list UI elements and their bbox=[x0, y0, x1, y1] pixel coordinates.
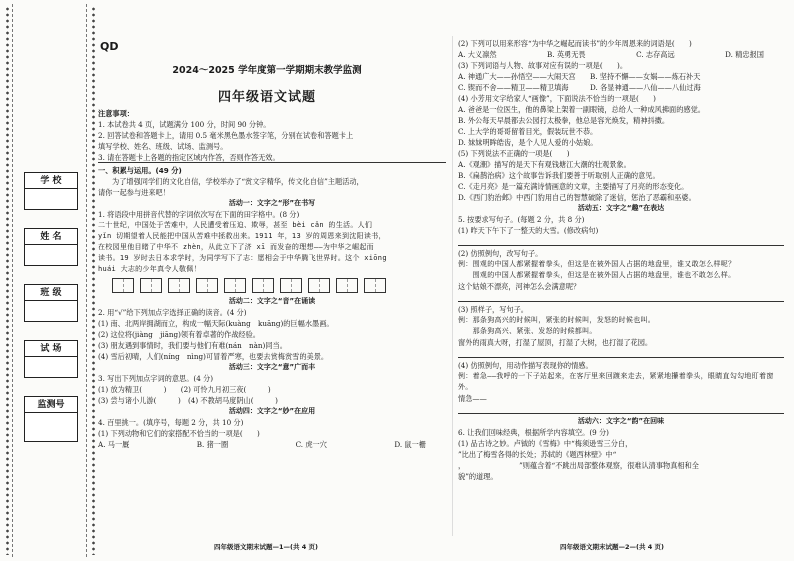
passage-line: 二十世纪，中国处于苦难中，人民遭受着压迫、欺辱，甚至 bèi cǎn 的生活。人们 bbox=[98, 221, 373, 229]
q4-5: (5) 下列说法不正确的一项是( ) bbox=[458, 149, 570, 158]
q4-4-option[interactable]: B. 外公每天早晨都去公园打太极拳，他总是容光焕发，精神抖擞。 bbox=[458, 116, 670, 125]
grid-cell[interactable] bbox=[224, 278, 246, 293]
activity-heading: 活动一：文字之“形”在书写 bbox=[228, 199, 316, 207]
exam-id-field[interactable] bbox=[24, 396, 78, 442]
option-d[interactable]: D. 鼠一栅 bbox=[394, 440, 426, 449]
answer-line[interactable] bbox=[458, 292, 784, 302]
binding-cut-line-inner bbox=[86, 4, 87, 557]
binding-dots-right bbox=[90, 6, 97, 555]
note-item: 1. 本试卷共 4 页，试题满分 100 分，时间 90 分钟。 bbox=[98, 120, 271, 129]
q5-4: (4) 仿照例句，用动作描写表现你的情感。 bbox=[458, 361, 593, 370]
option-d[interactable]: D. 精忠报国 bbox=[725, 50, 764, 59]
name-box[interactable] bbox=[24, 244, 78, 266]
grid-cell[interactable] bbox=[196, 278, 218, 293]
q4-2: (2) 下列可以用来形容“为中华之崛起而读书”的少年周恩来的词语是( ) bbox=[458, 39, 692, 48]
note-item: 3. 请在答题卡上各题的指定区域内作答，否则作答无效。 bbox=[98, 153, 280, 162]
q3-item: (1) 放为精卫( ) (2) 可怜九月初三夜( ) bbox=[98, 385, 271, 394]
exam-id-box[interactable] bbox=[24, 412, 78, 442]
q4-options bbox=[98, 439, 446, 450]
school-field[interactable] bbox=[24, 172, 78, 210]
grid-cell[interactable] bbox=[364, 278, 386, 293]
q4-4-option[interactable]: A. 爸爸是一位医生，他的鼻梁上架着一副眼镜，总给人一种成风拂面的感觉。 bbox=[458, 105, 705, 114]
activity-heading: 活动二：文字之“音”在诵读 bbox=[228, 297, 316, 305]
q4-3-option[interactable]: A. 神通广大——孙悟空——大闹天宫 B. 坚持不懈——女娲——炼石补天 bbox=[458, 72, 701, 81]
grid-cell[interactable] bbox=[280, 278, 302, 293]
grid-cell[interactable] bbox=[336, 278, 358, 293]
class-box[interactable] bbox=[24, 300, 78, 322]
q4-3: (3) 下列词语与人物、故事对应有误的一项是( )。 bbox=[458, 61, 628, 70]
q6-line: ”比出了梅雪各得的长处；苏轼的《题西林壁》中“ bbox=[458, 450, 617, 459]
option-b[interactable]: B. 英勇无畏 bbox=[547, 50, 586, 59]
q5-2: (2) 仿照例句，改写句子。 bbox=[458, 249, 543, 258]
q3-item: (3) 尝与诸小儿游( ) (4) 不教胡马度阴山( ) bbox=[98, 396, 278, 405]
exam-title: 2024～2025 学年度第一学期期末教学监测 bbox=[172, 65, 362, 76]
question-3: 3. 写出下列加点字词的意思。(4 分) bbox=[98, 374, 214, 383]
example-line: 情急—— bbox=[458, 394, 487, 403]
school-label: 学 校 bbox=[24, 172, 78, 188]
column-divider bbox=[452, 36, 453, 536]
option-a[interactable]: A. 大义凛然 bbox=[458, 50, 497, 59]
passage-line: huái 大志的少年真令人敬佩！ bbox=[98, 265, 201, 273]
question-5: 5. 按要求写句子。(每题 2 分，共 8 分) bbox=[458, 215, 585, 224]
paper-title: 四年级语文试题 bbox=[217, 90, 316, 105]
q4-3-option[interactable]: C. 锲而不舍——精卫——精卫填海 D. 各显神通——八仙——八仙过海 bbox=[458, 83, 701, 92]
binding-dots-left bbox=[4, 6, 11, 555]
grid-cell[interactable] bbox=[112, 278, 134, 293]
q5-3: (3) 照样子，写句子。 bbox=[458, 305, 528, 314]
q4-2-options bbox=[458, 49, 784, 60]
grid-cell[interactable] bbox=[140, 278, 162, 293]
answer-line[interactable] bbox=[458, 348, 784, 358]
q4-4: (4) 小芳用文字给家人“画像”，下面说法不恰当的一项是( ) bbox=[458, 94, 656, 103]
option-b[interactable]: B. 猪一圈 bbox=[196, 440, 229, 449]
q6-line: 貌”的道理。 bbox=[458, 472, 498, 481]
passage-line: 在校园里他目睹了中华不 zhèn，从此立下了济 xī 而发奋的理想——为中华之崛起而 bbox=[98, 243, 374, 251]
page-footer-left: 四年级语文期末试题—1—(共 4 页) bbox=[214, 543, 319, 551]
room-label: 试 场 bbox=[24, 340, 78, 356]
example-line: 那条狗高兴、紧张、发怒的时候都叫。 bbox=[458, 327, 597, 335]
q4-4-option[interactable]: C. 上大学的哥哥留着目光，假装玩世不恭。 bbox=[458, 127, 598, 136]
school-box[interactable] bbox=[24, 188, 78, 210]
q4-sub: (1) 下列动物和它们的家搭配不恰当的一项是( ) bbox=[98, 429, 260, 438]
grid-cell[interactable] bbox=[308, 278, 330, 293]
q6-line: (1) 品古诗之妙。卢钺的《雪梅》中“梅须逊雪三分白， bbox=[458, 439, 633, 448]
notes-section bbox=[98, 108, 442, 163]
example-line: 例：着急——我呼的一下子站起来，在客厅里来回踱来走去，紧紧地攥着拳头，眼睛直勾勾地盯着窗外。 bbox=[458, 372, 774, 391]
q2-item: (3) 朋友遇到事情时，我们要与他们有难(nán nàn)同当。 bbox=[98, 341, 287, 350]
q2-item: (1) 南、北两岸拥湖而立，构成一幅天际(kuàng kuāng)的巨幅水墨画。 bbox=[98, 319, 334, 328]
name-label: 姓 名 bbox=[24, 228, 78, 244]
notes-heading: 注意事项： bbox=[98, 109, 134, 118]
example-line: 例：围观的中国人都紧握着拳头，但这是在被外国人占据的地盘里，谁又敢怎么样呢？ bbox=[458, 260, 736, 268]
passage-line: yǐn 切期望着人民能把中国从苦难中拯救出来。1911 年，13 岁的周恩来到沈阳读书， bbox=[98, 232, 386, 240]
binding-cut-line bbox=[12, 4, 13, 557]
class-field[interactable] bbox=[24, 284, 78, 322]
example-line: 这个姑娘不漂亮，河神怎么会满意呢？ bbox=[458, 282, 581, 291]
q4-5-option[interactable]: A.《观潮》描写的是天下有观钱塘江大潮的壮观景象。 bbox=[458, 160, 631, 169]
page-footer-right: 四年级语文期末试题—2—(共 4 页) bbox=[560, 543, 665, 551]
example-line: 例：那条狗高兴的时候叫，紧张的时候叫，发怒的时候也叫。 bbox=[458, 316, 656, 324]
q4-5-option[interactable]: D.《西门豹治邺》中西门豹用自己的智慧破除了迷信，惩治了恶霸和巫婆。 bbox=[458, 193, 696, 202]
class-label: 班 级 bbox=[24, 284, 78, 300]
q2-item: (4) 雪后初晴，人们(níng nìng)可冒着严寒，也要去赏梅赏雪的美景。 bbox=[98, 352, 329, 361]
part1-intro: 请你一起参与进来吧！ bbox=[98, 188, 170, 197]
part1-intro: 为了增强同学们的文化自信，学校举办了“赏文字精华，传文化自信”主题活动， bbox=[112, 177, 364, 186]
exam-code: QD bbox=[100, 40, 119, 53]
example-line: 围观的中国人都紧握着拳头，但这是在被外国人占据的地盘里，谁也不敢怎么样。 bbox=[458, 271, 736, 279]
part1-section bbox=[98, 162, 446, 450]
passage-line: 读书。19 岁时去日本求学时，为同学写下了志：愿相会于中华腾飞世界时。这个 xiōng bbox=[98, 254, 387, 262]
option-c[interactable]: C. 虎一穴 bbox=[295, 440, 327, 449]
option-c[interactable]: C. 志存高远 bbox=[636, 50, 675, 59]
q6-line: ， ”则蕴含着“不跳出局部整体观察，很难认清事物真相和全 bbox=[458, 461, 699, 470]
answer-line[interactable] bbox=[458, 404, 784, 414]
room-box[interactable] bbox=[24, 356, 78, 378]
writing-grid[interactable] bbox=[112, 278, 446, 293]
q5-1: (1) 昨天下午下了一整天的大雪。(修改病句) bbox=[458, 226, 599, 235]
name-field[interactable] bbox=[24, 228, 78, 266]
q4-5-option[interactable]: C.《走月亮》是一篇充满诗情画意的文章，主要描写了月亮的形态变化。 bbox=[458, 182, 689, 191]
example-line: 窗外的雨真大呀，打湿了屋顶，打湿了大树，也打湿了花园。 bbox=[458, 338, 653, 347]
question-6: 6. 让我们回味经典，根据所学内容填空。(9 分) bbox=[458, 428, 609, 437]
note-item: 2. 回答试卷和答题卡上，请用 0.5 毫米黑色墨水签字笔，分别在试卷和答题卡上 bbox=[98, 131, 354, 140]
grid-cell[interactable] bbox=[252, 278, 274, 293]
answer-line[interactable] bbox=[458, 236, 784, 246]
q2-item: (2) 这位将(jiàng jiāng)领有着卓著的作战经验。 bbox=[98, 330, 260, 339]
question-2: 2. 用“√”给下列加点字选择正确的读音。(4 分) bbox=[98, 308, 247, 317]
right-page bbox=[458, 38, 784, 482]
activity-heading: 活动三：文字之“意”广而丰 bbox=[228, 363, 316, 371]
activity-heading: 活动五：文字之“趣”在表达 bbox=[577, 204, 665, 212]
exam-id-label: 监测号 bbox=[24, 396, 78, 412]
activity-heading: 活动四：文字之“妙”在应用 bbox=[228, 407, 316, 415]
activity-heading: 活动六：文字之“韵”在回味 bbox=[577, 417, 665, 425]
q4-5-option[interactable]: B.《扁鹊治病》这个故事告诉我们要善于听取别人正确的意见。 bbox=[458, 171, 660, 180]
option-a[interactable]: A. 马一厩 bbox=[98, 440, 130, 449]
part1-heading: 一、积累与运用。(49 分) bbox=[98, 166, 182, 175]
question-4: 4. 百里挑一。(填序号，每题 2 分，共 10 分) bbox=[98, 418, 244, 427]
note-item: 填写学校、姓名、班级、试场、监测号。 bbox=[98, 142, 228, 151]
grid-cell[interactable] bbox=[168, 278, 190, 293]
room-field[interactable] bbox=[24, 340, 78, 378]
q4-4-option[interactable]: D. 妹妹明眸皓齿，是个人见人爱的小姑娘。 bbox=[458, 138, 598, 147]
question-1: 1. 将语段中用拼音代替的字词依次写在下面的田字格中。(8 分) bbox=[98, 210, 300, 219]
